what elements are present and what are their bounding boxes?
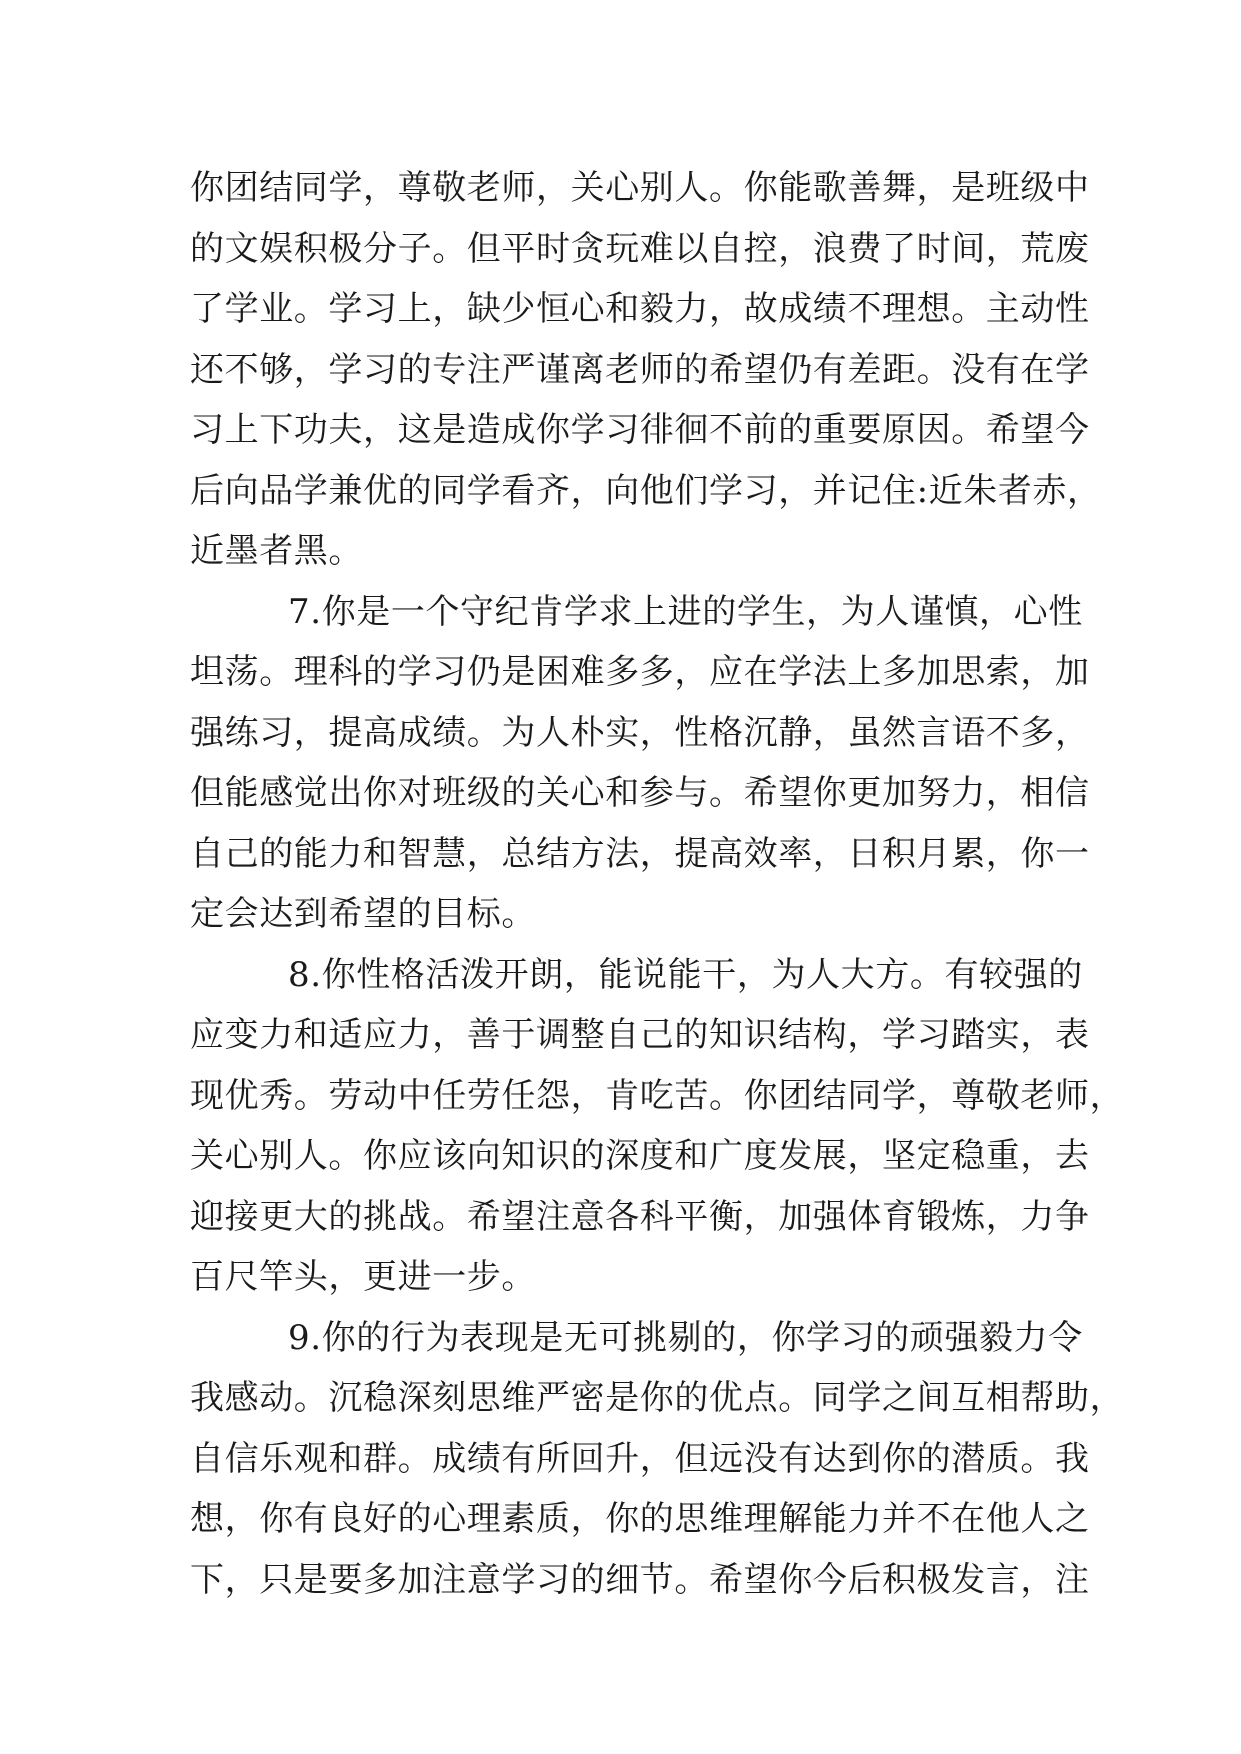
text-line: 还不够，学习的专注严谨离老师的希望仍有差距。没有在学 — [190, 349, 1090, 390]
text-line: 下，只是要多加注意学习的细节。希望你今后积极发言，注 — [190, 1559, 1090, 1600]
paragraph-start-line: 8.你性格活泼开朗，能说能干，为人大方。有较强的 — [288, 954, 1083, 995]
paragraph-start-line: 7.你是一个守纪肯学求上进的学生，为人谨慎，心性 — [288, 591, 1083, 632]
text-line: 你团结同学，尊敬老师，关心别人。你能歌善舞，是班级中 — [190, 168, 1090, 208]
text-line: 但能感觉出你对班级的关心和参与。希望你更加努力，相信 — [190, 773, 1090, 813]
text-line: 关心别人。你应该向知识的深度和广度发展，坚定稳重，去 — [190, 1136, 1090, 1176]
text-line: 近墨者黑。 — [190, 531, 363, 571]
paragraph-start-line: 9.你的行为表现是无可挑剔的，你学习的顽强毅力令 — [288, 1317, 1083, 1358]
text-line: 应变力和适应力，善于调整自己的知识结构，学习踏实，表 — [190, 1015, 1090, 1055]
text-line: 百尺竿头，更进一步。 — [190, 1257, 536, 1297]
text-line: 的文娱积极分子。但平时贪玩难以自控，浪费了时间，荒废 — [190, 228, 1090, 269]
text-line: 自信乐观和群。成绩有所回升，但远没有达到你的潜质。我 — [190, 1438, 1090, 1479]
text-line: 想，你有良好的心理素质，你的思维理解能力并不在他人之 — [190, 1499, 1090, 1539]
text-line: 定会达到希望的目标。 — [190, 894, 536, 934]
text-line: 现优秀。劳动中任劳任怨，肯吃苦。你团结同学，尊敬老师， — [190, 1075, 1125, 1116]
text-line: 坦荡。理科的学习仍是困难多多，应在学法上多加思索，加 — [190, 652, 1090, 692]
text-line: 自己的能力和智慧，总结方法，提高效率，日积月累，你一 — [190, 833, 1090, 874]
text-line: 迎接更大的挑战。希望注意各科平衡，加强体育锻炼，力争 — [190, 1196, 1090, 1237]
text-line: 习上下功夫，这是造成你学习徘徊不前的重要原因。希望今 — [190, 410, 1090, 450]
text-line: 后向品学兼优的同学看齐，向他们学习，并记住:近朱者赤， — [190, 470, 1102, 511]
text-line: 我感动。沉稳深刻思维严密是你的优点。同学之间互相帮助， — [190, 1378, 1125, 1418]
text-line: 强练习，提高成绩。为人朴实，性格沉静，虽然言语不多， — [190, 712, 1090, 753]
text-line: 了学业。学习上，缺少恒心和毅力，故成绩不理想。主动性 — [190, 289, 1090, 329]
document-body — [190, 158, 1125, 1610]
